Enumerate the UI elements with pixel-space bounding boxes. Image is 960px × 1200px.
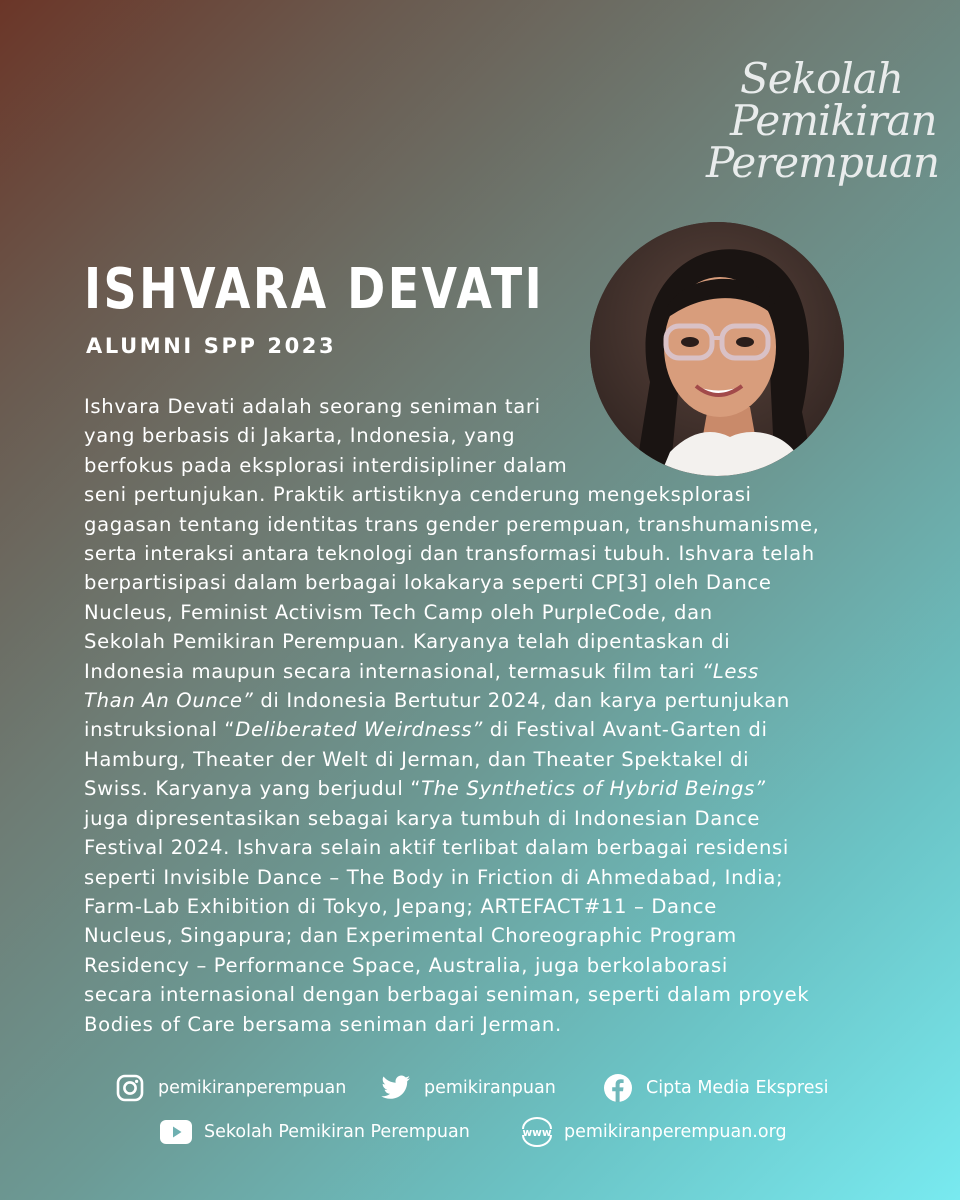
bio-line (84, 657, 874, 686)
facebook-page: Cipta Media Ekspresi (646, 1078, 829, 1098)
bio-segment: Indonesia maupun secara internasional, termasuk film tari (84, 659, 696, 683)
profile-name: ISHVARA DEVATI (84, 257, 545, 322)
facebook-icon (602, 1072, 634, 1104)
bio-line (84, 715, 874, 744)
bio-segment: Swiss. Karyanya yang berjudul “ (84, 777, 422, 801)
bio-line: secara internasional dengan berbagai seniman, seperti dalam proyek (84, 983, 810, 1007)
bio-italic-title: Than An Ounce” (84, 689, 254, 713)
bio-line: seperti Invisible Dance – The Body in Friction di Ahmedabad, India; (84, 865, 784, 889)
bio-line (84, 774, 874, 803)
youtube-icon (160, 1116, 192, 1148)
twitter-link[interactable] (380, 1072, 556, 1104)
spp-logo (700, 54, 940, 187)
bio-line: seni pertunjukan. Praktik artistiknya cenderung mengeksplorasi (84, 483, 752, 507)
website-url: pemikiranperempuan.org (564, 1122, 787, 1142)
bio-segment: di Festival Avant-Garten di (482, 718, 768, 742)
facebook-link[interactable] (602, 1072, 828, 1104)
bio-italic-title: The Synthetics of Hybrid Beings” (421, 777, 766, 801)
bio-italic-title: “Less (702, 659, 759, 683)
bio-line: Bodies of Care bersama seniman dari Jerman. (84, 1012, 562, 1036)
bio-line: berfokus pada eksplorasi interdisipliner dalam (84, 453, 568, 477)
website-link[interactable] (518, 1116, 787, 1148)
logo-line-3: Perempuan (706, 138, 940, 187)
youtube-link[interactable] (160, 1116, 470, 1148)
twitter-handle: pemikiranpuan (424, 1078, 556, 1098)
logo-line-1: Sekolah (740, 54, 903, 103)
bio-line (84, 686, 874, 715)
instagram-handle: pemikiranperempuan (158, 1078, 347, 1098)
bio-line: Ishvara Devati adalah seorang seniman tari (84, 395, 541, 418)
bio-line: juga dipresentasikan sebagai karya tumbuh di Indonesian Dance (84, 806, 761, 830)
bio-line: Nucleus, Singapura; dan Experimental Choreographic Program (84, 924, 737, 948)
bio-italic-title: Deliberated Weirdness” (235, 718, 483, 742)
web-icon-label: www (522, 1127, 552, 1139)
instagram-icon (114, 1072, 146, 1104)
bio-segment: instruksional “ (84, 718, 236, 742)
youtube-channel: Sekolah Pemikiran Perempuan (204, 1122, 470, 1142)
bio-line: Sekolah Pemikiran Perempuan. Karyanya telah dipentaskan di (84, 630, 731, 654)
bio-segment: di Indonesia Bertutur 2024, dan karya pertunjukan (253, 689, 790, 713)
bio-line: Farm-Lab Exhibition di Tokyo, Jepang; ARTEFACT#11 – Dance (84, 894, 717, 918)
bio-line: Hamburg, Theater der Welt di Jerman, dan Theater Spektakel di (84, 747, 750, 771)
profile-subtitle: ALUMNI SPP 2023 (86, 334, 337, 358)
bio-line: gagasan tentang identitas trans gender perempuan, transhumanisme, (84, 512, 820, 536)
bio-line: serta interaksi antara teknologi dan transformasi tubuh. Ishvara telah (84, 542, 815, 566)
bio-line: Residency – Performance Space, Australia, juga berkolaborasi (84, 953, 728, 977)
instagram-link[interactable] (114, 1072, 346, 1104)
globe-icon (518, 1116, 556, 1148)
bio-line: Nucleus, Feminist Activism Tech Camp oleh PurpleCode, dan (84, 600, 713, 624)
logo-line-2: Pemikiran (730, 96, 937, 145)
twitter-icon (380, 1072, 412, 1104)
bio-text (84, 392, 874, 1039)
bio-line: Festival 2024. Ishvara selain aktif terlibat dalam berbagai residensi (84, 836, 789, 860)
bio-line: yang berbasis di Jakarta, Indonesia, yang (84, 424, 516, 448)
bio-line: berpartisipasi dalam berbagai lokakarya seperti CP[3] oleh Dance (84, 571, 772, 595)
